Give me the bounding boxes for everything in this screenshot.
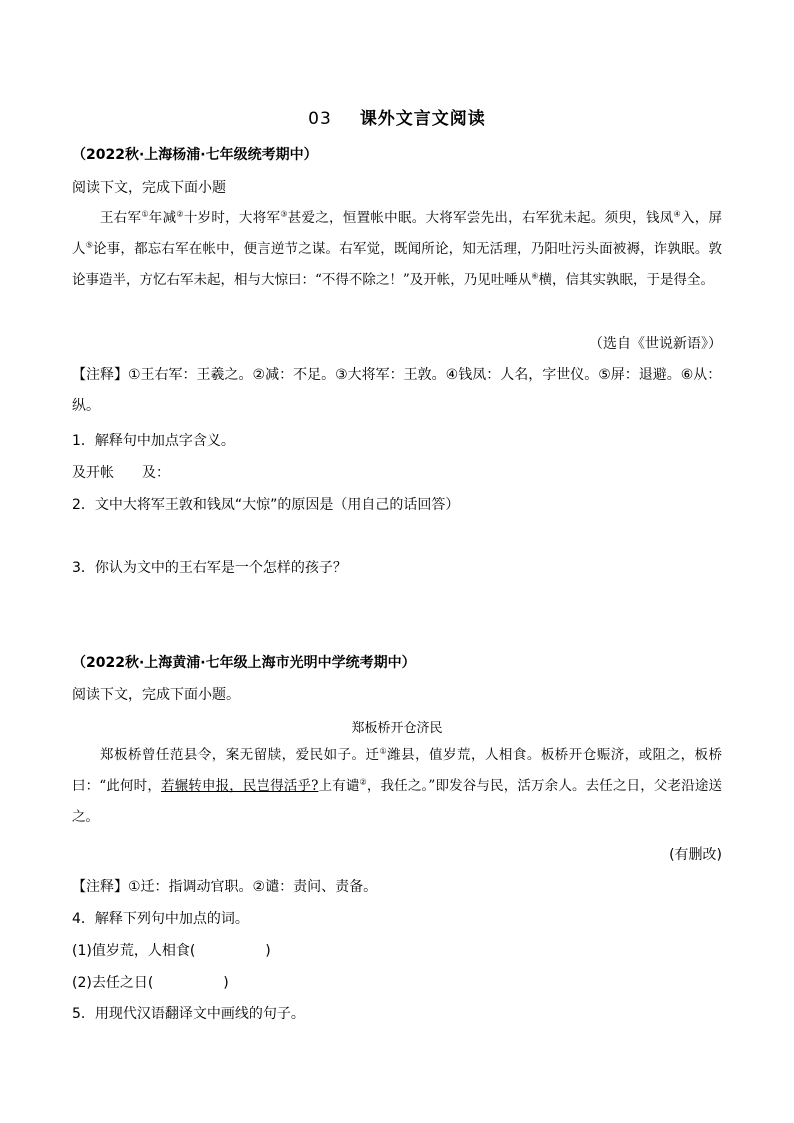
passage-text: ，我任之。”即发谷与民，活万余人。去任之日，父老沿途送之。: [72, 778, 723, 825]
footnote-marker: ②: [359, 777, 367, 787]
question-2: 2．文中大将军王敦和钱凤“大惊”的原因是（用自己的话回答）: [72, 497, 460, 513]
section1-source: （2022秋·上海杨浦·七年级统考期中）: [72, 147, 318, 163]
section1-passage: [72, 203, 722, 296]
section2-instruction: 阅读下文，完成下面小题。: [72, 687, 240, 703]
passage-text: 年减: [148, 210, 177, 226]
question-1: 1．解释句中加点字含义。: [72, 433, 235, 449]
footnote-marker: ⑤: [85, 240, 94, 250]
question-5: 5．用现代汉语翻译文中画线的句子。: [72, 1006, 305, 1022]
passage-text: 王右军: [100, 210, 142, 226]
passage-text: 入，屏人: [72, 210, 723, 257]
passage-text: 潍县，值岁荒，人相食。板桥开仓赈济，或阻之，板桥曰：“此何时，: [72, 747, 723, 794]
section1-notes: 【注释】①王右军：王羲之。②减：不足。③大将军：王敦。④钱凤：人名，字世仪。⑤屏：退避。⑥从：纵。: [72, 367, 722, 414]
section2-attribution: (有删改): [669, 847, 722, 863]
passage-text: 论事，都忘右军在帐中，便言逆节之谋。右军觉，既闻所论，知无活理，乃阳吐污头面被褥，诈孰眠。敦论事造半，方忆右军未起，相与大惊曰：“不得不除之！”及开帐，乃见吐唾从: [72, 241, 723, 288]
question-4-2: [72, 972, 229, 992]
footnote-marker: ①: [379, 746, 388, 756]
passage-text: 十岁时，大将军: [183, 210, 281, 226]
passage-text: 上有谴: [318, 778, 360, 794]
title-text: 课外文言文阅读: [359, 109, 486, 129]
section1-attribution: （选自《世说新语》）: [589, 336, 722, 352]
passage-title: 郑板桥开仓济民: [351, 721, 443, 736]
underlined-sentence: 若辗转申报，民岂得活乎?: [160, 778, 319, 794]
footnote-marker: ②: [176, 209, 184, 219]
question-4: 4．解释下列句中加点的词。: [72, 911, 249, 927]
footnote-marker: ⑥: [531, 271, 539, 281]
question-3: 3．你认为文中的王右军是一个怎样的孩子？: [72, 560, 347, 576]
question-4-1-close: ): [265, 943, 271, 959]
passage-text: 郑板桥曾任范县令，案无留牍，爱民如子。迁: [100, 747, 380, 763]
question-4-2-text: (2)去任之日(: [72, 975, 154, 991]
footnote-marker: ④: [673, 209, 681, 219]
section1-instruction: 阅读下文，完成下面小题: [72, 180, 226, 196]
section2-source: （2022秋·上海黄浦·七年级上海市光明中学统考期中）: [72, 655, 416, 671]
passage-text: 横，信其实孰眠，于是得全。: [538, 272, 714, 288]
question-4-1-text: (1)值岁荒，人相食(: [72, 943, 196, 959]
footnote-marker: ①: [141, 209, 149, 219]
title-number: 03: [308, 109, 332, 129]
section2-passage: [72, 740, 722, 833]
question-1-item: 及开帐 及：: [72, 465, 170, 481]
section2-notes: 【注释】①迁：指调动官职。②谴：责问、责备。: [72, 879, 378, 895]
page-title: [0, 104, 794, 129]
question-4-1: [72, 940, 271, 960]
question-4-2-close: ): [223, 975, 229, 991]
footnote-marker: ③: [280, 209, 288, 219]
passage-text: 甚爱之，恒置帐中眠。大将军尝先出，右军犹未起。须臾，钱凤: [287, 210, 674, 226]
